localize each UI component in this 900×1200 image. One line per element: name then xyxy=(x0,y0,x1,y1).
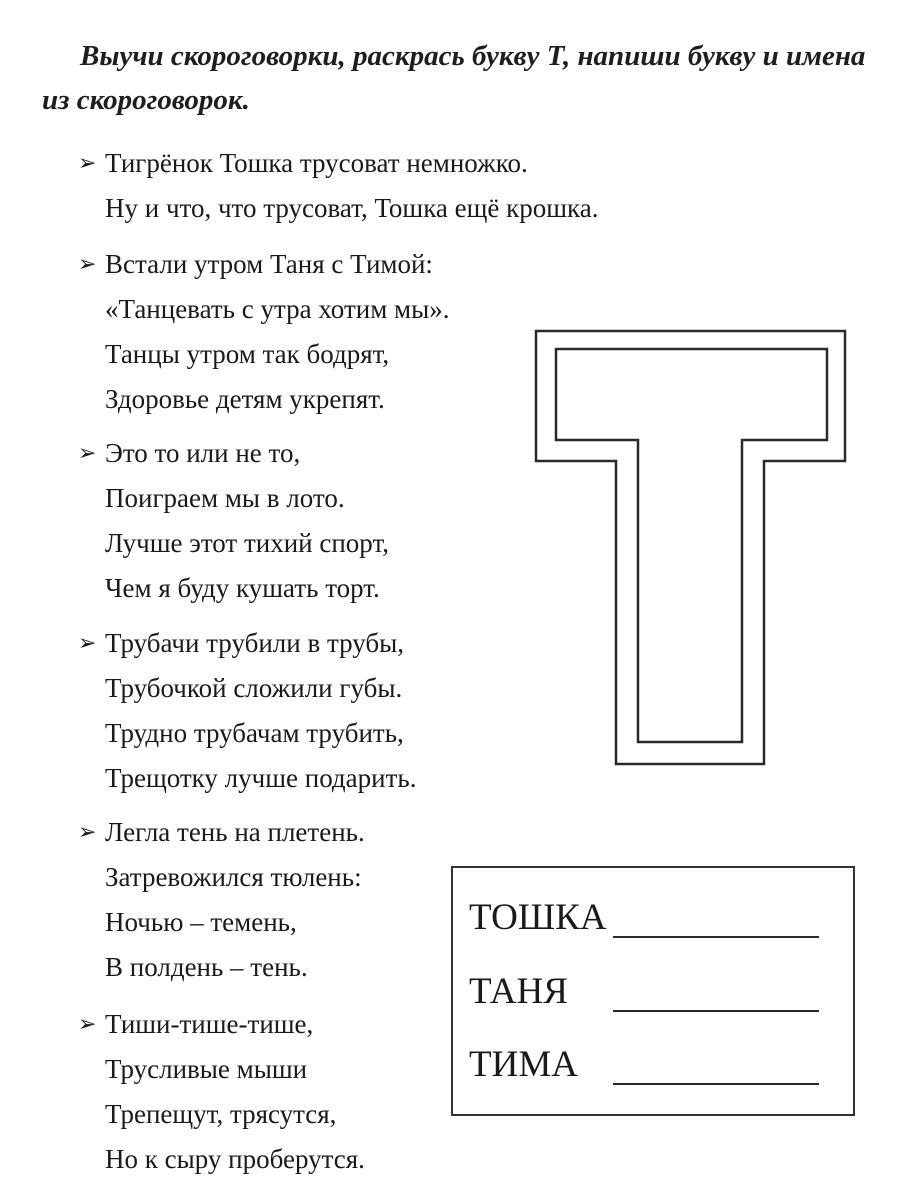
rhyme-line: Встали утром Таня с Тимой: xyxy=(105,249,433,279)
rhyme-line: Трусливые мыши xyxy=(105,1054,308,1084)
arrowhead-bullet-icon: ➢ xyxy=(78,820,97,845)
writing-line[interactable] xyxy=(613,1010,819,1012)
instruction-text: Выучи скороговорки, раскрась букву Т, напиши букву и имена из скороговорок. xyxy=(42,40,866,116)
rhyme-line: Трещотку лучше подарить. xyxy=(105,763,417,793)
rhyme-line: Чем я буду кушать торт. xyxy=(105,573,380,603)
name-label: ТОШКА xyxy=(469,897,607,938)
rhyme-line: Лучше этот тихий спорт, xyxy=(105,528,389,558)
rhyme-line: Трубачи трубили в трубы, xyxy=(105,628,404,658)
rhyme-line: Трубочкой сложили губы. xyxy=(105,673,403,703)
name-row-1 xyxy=(469,890,829,940)
name-label: ТАНЯ xyxy=(469,971,568,1012)
rhyme-line: В полдень – тень. xyxy=(105,952,308,982)
rhyme-line: Затревожился тюлень: xyxy=(105,862,362,892)
rhyme-line: Танцы утром так бодрят, xyxy=(105,339,390,369)
rhyme-line: Ночью – темень, xyxy=(105,907,297,937)
rhyme-line: Здоровье детям укрепят. xyxy=(105,384,385,414)
arrowhead-bullet-icon: ➢ xyxy=(78,1012,97,1037)
letter-t-inner-outline[interactable] xyxy=(556,349,827,742)
arrowhead-bullet-icon: ➢ xyxy=(78,252,97,277)
rhyme-line: Тигрёнок Тошка трусоват немножко. xyxy=(105,148,528,178)
rhyme-line: Трудно трубачам трубить, xyxy=(105,718,404,748)
name-row-3 xyxy=(469,1037,829,1087)
writing-line[interactable] xyxy=(613,936,819,938)
rhyme-line: Это то или не то, xyxy=(105,438,301,468)
rhyme-line: «Танцевать с утра хотим мы». xyxy=(105,294,450,324)
rhyme-line: Тиши-тише-тише, xyxy=(105,1009,314,1039)
writing-line[interactable] xyxy=(613,1083,819,1085)
name-label: ТИМА xyxy=(469,1044,578,1085)
rhyme-line: Поиграем мы в лото. xyxy=(105,483,345,513)
arrowhead-bullet-icon: ➢ xyxy=(78,631,97,656)
arrowhead-bullet-icon: ➢ xyxy=(78,441,97,466)
arrowhead-bullet-icon: ➢ xyxy=(78,151,97,176)
rhyme-line: Легла тень на плетень. xyxy=(105,817,365,847)
names-writing-box xyxy=(451,866,855,1116)
rhyme-line: Трепещут, трясутся, xyxy=(105,1099,337,1129)
rhyme-line: Ну и что, что трусоват, Тошка ещё крошка. xyxy=(105,193,599,223)
rhyme-line: Но к сыру проберутся. xyxy=(105,1144,365,1174)
name-row-2 xyxy=(469,964,829,1014)
